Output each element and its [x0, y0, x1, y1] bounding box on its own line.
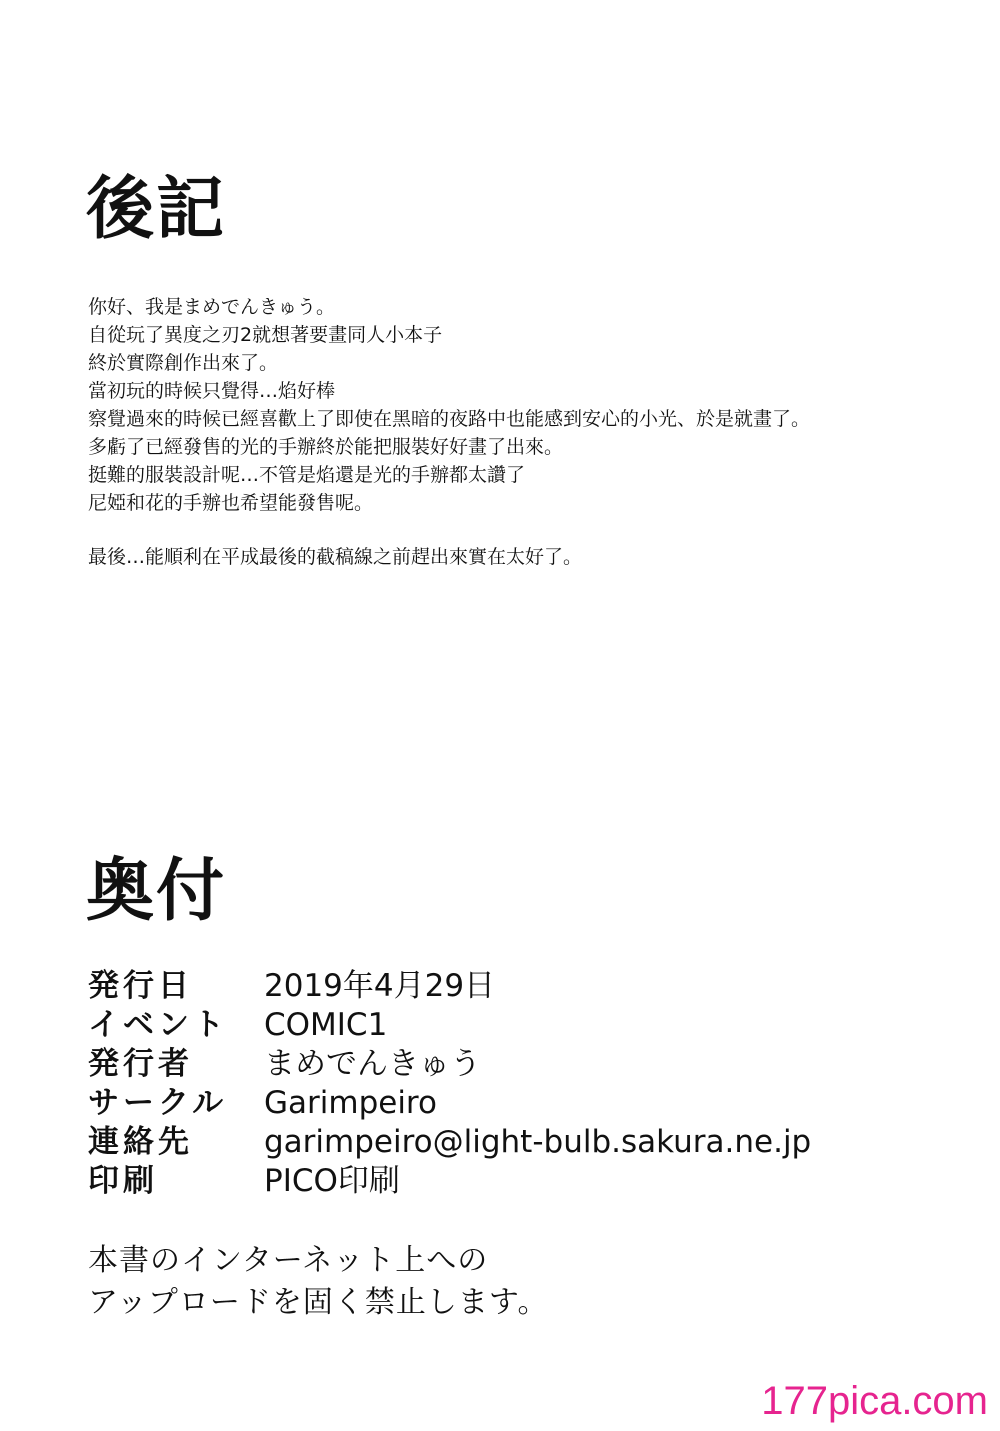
colophon-row-publisher: [88, 1045, 948, 1084]
publisher-label: 発行者: [88, 1046, 193, 1082]
publish-date-label: 発行日: [88, 968, 193, 1004]
colophon-row-event: [88, 1006, 948, 1045]
upload-prohibition-notice: [88, 1240, 688, 1324]
contact-email: garimpeiro@light-bulb.sakura.ne.jp: [264, 1124, 812, 1160]
contact-label: 連絡先: [88, 1124, 193, 1160]
circle-value: Garimpeiro: [264, 1085, 437, 1121]
afterword-line: 自從玩了異度之刃2就想著要畫同人小本子: [88, 324, 443, 346]
colophon-row-contact: [88, 1123, 948, 1162]
afterword-body: [88, 293, 993, 571]
printer-label: 印刷: [88, 1163, 158, 1199]
afterword-line: 終於實際創作出來了。: [88, 352, 279, 374]
printer-value: PICO印刷: [264, 1163, 400, 1199]
afterword-line: 你好、我是まめでんきゅう。: [88, 296, 336, 318]
publish-date-value: 2019年4月29日: [264, 968, 496, 1004]
afterword-line: 當初玩的時候只覺得…焰好棒: [88, 380, 336, 402]
afterword-line: 多虧了已經發售的光的手辦終於能把服裝好好畫了出來。: [88, 436, 564, 458]
colophon-title: 奥付: [86, 852, 227, 931]
colophon-table: [88, 967, 948, 1201]
colophon-row-circle: [88, 1084, 948, 1123]
site-watermark: 177pica.com: [755, 1377, 994, 1425]
afterword-line: 察覺過來的時候已經喜歡上了即使在黑暗的夜路中也能感到安心的小光、於是就畫了。: [88, 408, 811, 430]
afterword-closing: 最後…能順利在平成最後的截稿線之前趕出來實在太好了。: [88, 546, 583, 568]
afterword-line: 尼婭和花的手辦也希望能發售呢。: [88, 492, 374, 514]
circle-label: サークル: [88, 1085, 228, 1121]
notice-line: 本書のインターネット上への: [88, 1243, 489, 1278]
afterword-title: 後記: [86, 170, 227, 249]
colophon-row-publish-date: [88, 967, 948, 1006]
event-label: イベント: [88, 1007, 228, 1043]
colophon-row-printer: [88, 1162, 948, 1201]
afterword-line: 挺難的服裝設計呢…不管是焰還是光的手辦都太讚了: [88, 464, 526, 486]
publisher-value: まめでんきゅう: [264, 1046, 481, 1082]
notice-line: アップロードを固く禁止します。: [88, 1285, 549, 1320]
event-value: COMIC1: [264, 1007, 388, 1043]
paragraph-gap: [88, 517, 993, 543]
